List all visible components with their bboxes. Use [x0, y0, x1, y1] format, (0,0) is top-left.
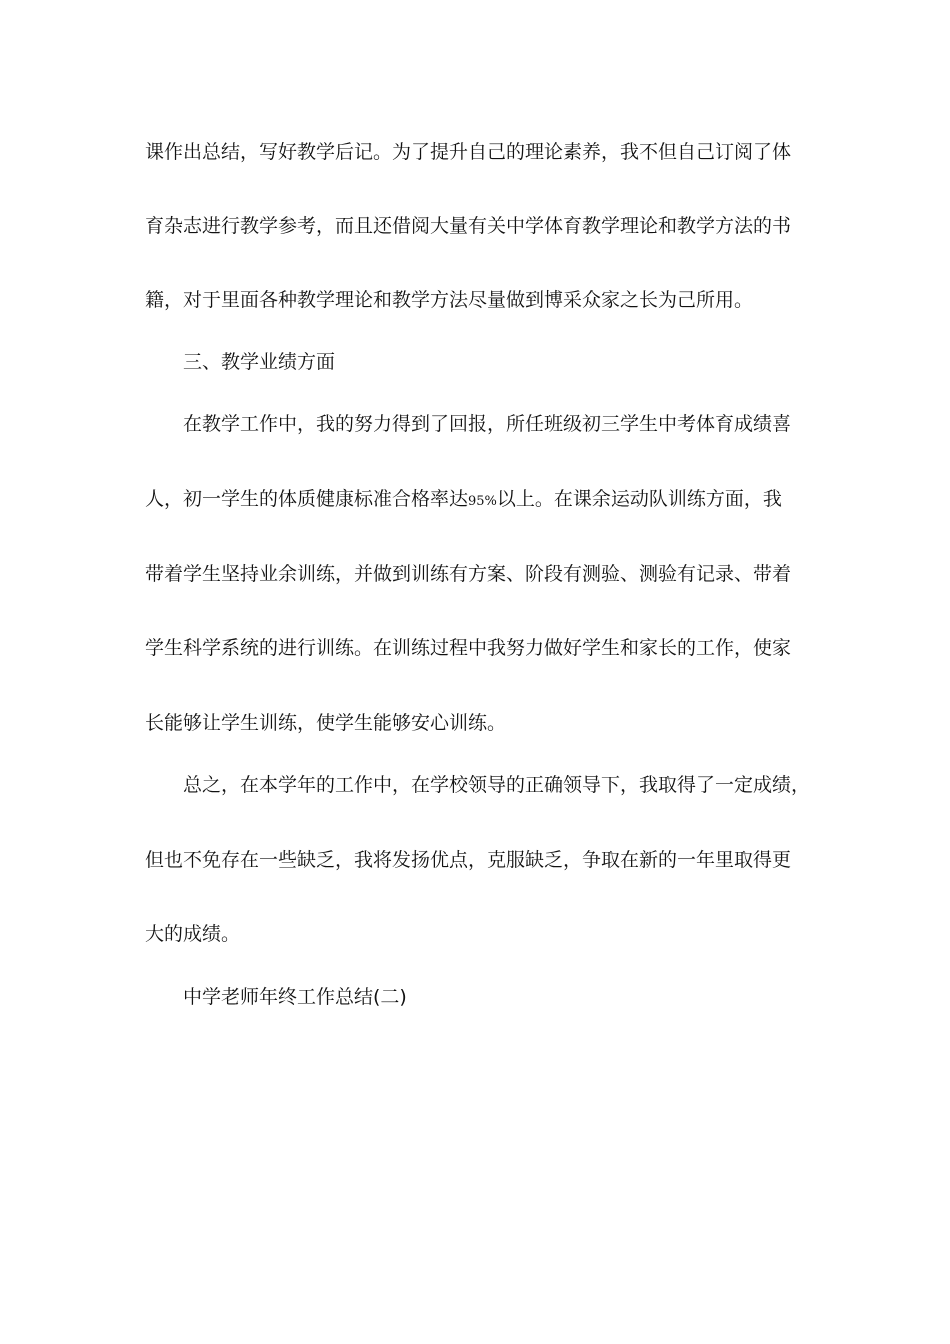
pass-rate-value: 95%: [468, 494, 497, 509]
paragraph-line-2: 育杂志进行教学参考，而且还借阅大量有关中学体育教学理论和教学方法的书: [145, 215, 792, 237]
paragraph-line-5: [145, 487, 805, 514]
paragraph-line-10: 但也不免存在一些缺乏，我将发扬优点，克服缺乏，争取在新的一年里取得更: [145, 849, 792, 871]
paragraph-line-4: 在教学工作中，我的努力得到了回报，所任班级初三学生中考体育成绩喜: [183, 413, 792, 435]
paragraph-line-8: 长能够让学生训练，使学生能够安心训练。: [145, 712, 507, 734]
paragraph-line-9: 总之，在本学年的工作中，在学校领导的正确领导下，我取得了一定成绩，: [183, 774, 811, 796]
paragraph-line-7: 学生科学系统的进行训练。在训练过程中我努力做好学生和家长的工作，使家: [145, 637, 792, 659]
line-5-start: 人，初一学生的体质健康标准合格率达: [145, 488, 469, 510]
section-heading: 三、教学业绩方面: [183, 351, 336, 373]
paragraph-line-1: 课作出总结，写好教学后记。为了提升自己的理论素养，我不但自己订阅了体: [145, 141, 792, 163]
line-5-end: 以上。在课余运动队训练方面，我: [496, 488, 782, 510]
paragraph-line-11: 大的成绩。: [145, 923, 241, 945]
next-section-title: 中学老师年终工作总结(二): [183, 986, 407, 1008]
paragraph-line-6: 带着学生坚持业余训练，并做到训练有方案、阶段有测验、测验有记录、带着: [145, 563, 792, 585]
paragraph-line-3: 籍，对于里面各种教学理论和教学方法尽量做到博采众家之长为己所用。: [145, 289, 754, 311]
